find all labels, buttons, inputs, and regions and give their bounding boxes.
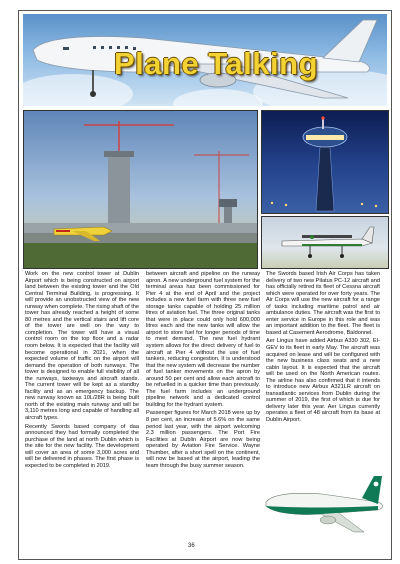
article-paragraph: The Swords based Irish Air Corps has taken delivery of two new Pilatus PC-12 aircraft and has officially retired its fleet of Cessna aircraft which were operated for over forty years. The Air Corps will use the new aircraft for a range of tasks including maritime patrol and air ambulance duties. The aircraft was the first to enter service in Europe in this role and was an important addition to the fleet. The fleet is based at Casement Aerodrome, Baldonnel. [266,271,380,336]
masthead-banner [23,14,387,106]
article-paragraph: Work on the new control tower at Dublin Airport which is being constructed on airport land between the existing tower and the Old Central Terminal Building, is progressing. It will provide an unobstructed view of the new runway when complete. The rising shaft of the tower has already reached a height of some 80 metres and the vertical stairs and lift core of the tower are well on the way to completion. The tower will have a visual control room on the top floor and a radar room below. It is expected that the facility will become operational in 2021, when the expected volume of traffic on the airport will demand the operation of both runways. The tower is designed to enable full visibility of all the runways, taxiways and aircraft stands. The current tower will be kept as a standby facility and as an emergency backup. The new runway known as 10L/28R is being built north of the existing main runway and will be 3,110 metres long and capable of handling all aircraft types. [25,271,140,422]
article-paragraph: Passenger figures for March 2018 were up by 8 per cent, an increase of 5.6% on the same period last year, with the airport welcoming 2.3 million passengers. The Port Fire Facilities at Dublin Airport are now being operated by Aviation Fire Service. Wayne Thumber, after a short spell on the continent, will now be based at the airport, leading the team through the busy summer season. [146,410,260,469]
article-column-2 [146,271,260,471]
article-column-3 [266,271,380,465]
article-paragraph: Aer Lingus have added Airbus A330 302, EI-GEV to its fleet in early May. The aircraft was acquired on lease and will be configured with the new business class seats and a new cabin layout. It is expected that the aircraft will be used on the North American routes. The airline has also confirmed that it intends to introduce new Airbus A321LR aircraft on transatlantic services from Dublin during the summer of 2019, the first of which is due for delivery later this year. Aer Lingus currently operates a fleet of 48 aircraft from its base at Dublin Airport. [266,338,380,424]
article-paragraph: between aircraft and pipeline on the runway apron. A new underground fuel system for the terminal areas has been commissioned for Pier 4 at the end of April and the project includes a new fuel farm with three new fuel storage tanks capable of holding 25 million litres of aviation fuel. The three original tanks that were in place could only hold 600,000 litres each and the new tanks will allow the airport to store fuel for longer periods of time to meet demand. The new fuel hydrant system allows for the direct delivery of fuel to aircraft at Pier 4 without the use of fuel tankers, reducing congestion. It is understood that the new system will decrease the number of fuel tanker movements on the apron by around 50 per cent and allow each aircraft to be refuelled in a quicker time than previously. The fuel farm includes an underground pipeline network and a dedicated control building for the hydrant system. [146,271,260,408]
page-title: Plane Talking [113,46,319,81]
page-number: 36 [188,543,195,549]
control-tower-night-photo [261,110,389,214]
airport-tower-photo [23,110,258,269]
article-column-1 [25,271,139,471]
aer-lingus-jet-photo [262,468,386,540]
air-corps-aircraft-photo [261,216,389,269]
article-paragraph: Recently Swords based company of daa announced they had formally completed the purchase of the land at north Dublin which is the site for the new facility. The development will cover an area of some 3,000 acres and will be delivered in phases. The first phase is expected to be completed in 2019. [25,423,139,469]
